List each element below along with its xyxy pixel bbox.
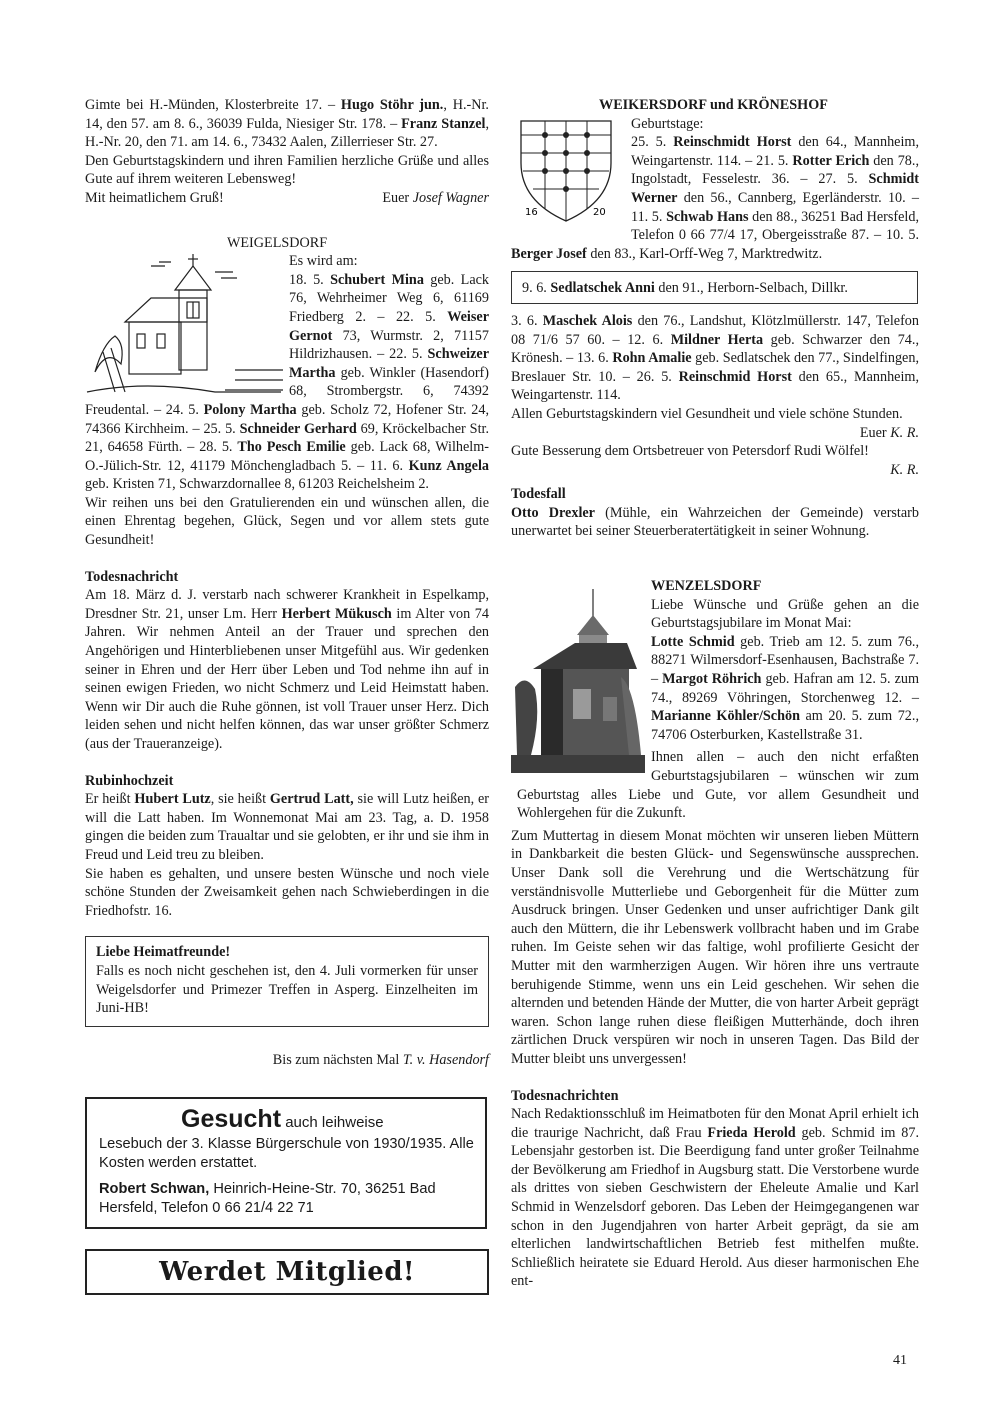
- right-column: [511, 96, 919, 1291]
- weikersdorf-birthdays: Geburtstage: 25. 5. Reinschmidt Horst den 64., Mannheim, Weingartenstr. 114. – 21. 5. Rotter Erich den 78., Ingolstadt, Fesselestr. 36. – 27. 5. Schmidt Werner den 56., Cannberg, Egerländerstr. 10. – 11. 5. Schwab Hans den 88., 36251 Bad Hersfeld, Telefon 0 66 77/4 17, Obergeisstraße 87. – 10. 5. Berger Josef den 83., Karl-Orff-Weg 7, Marktredwitz.: [511, 115, 920, 262]
- gesucht-title: Gesucht: [181, 1105, 282, 1134]
- heimatfreunde-box: [85, 936, 489, 1026]
- chapel-photo: [511, 577, 645, 773]
- wenzelsdorf-wish: Ihnen allen – auch den nicht erfaßten Geburtstagsjubilaren – wünschen wir zum Geburtstag alles Liebe und Gute, vor allem Gesundheit und Wohlergehen für die Zukunft.: [517, 749, 919, 822]
- gesucht-contact: Robert Schwan, Heinrich-Heine-Str. 70, 36251 Bad Hersfeld, Telefon 0 66 21/4 22 71: [99, 1181, 436, 1216]
- todesfall-section: [511, 485, 919, 541]
- todesnachricht-section: [85, 568, 489, 754]
- sedlatschek-text: 9. 6. Sedlatschek Anni den 91., Herborn-Selbach, Dillkr.: [522, 280, 848, 297]
- weikersdorf-wish: Allen Geburtstagskindern viel Gesundheit und viele schöne Stunden.: [511, 405, 903, 422]
- intro-signature: Mit heimatlichem Gruß! Euer Josef Wagner: [85, 189, 489, 206]
- heimatfreunde-text: Falls es noch nicht geschehen ist, den 4. Juli vormerken für unser Weigelsdorfer und Primezer Treffen in Asperg. Einzelheiten im Juni-HB!: [96, 962, 478, 1017]
- mitglied-text: Werdet Mitglied!: [159, 1256, 415, 1287]
- todesfall-title: Todesfall: [511, 486, 566, 503]
- todesnachricht-title: Todesnachricht: [85, 568, 179, 585]
- gesucht-text: Lesebuch der 3. Klasse Bürgerschule von 1930/1935. Alle Kosten werden erstattet.: [99, 1136, 474, 1171]
- weikersdorf-more-birthdays: 3. 6. Maschek Alois den 76., Landshut, Klötzlmüllerstr. 147, Telefon 08 71/6 57 60. – 12. 6. Mildner Herta geb. Schwarzer den 74., Krönesh. – 13. 6. Rohn Amalie geb. Sedlatschek den 77., Sindelfingen, Breslauer Str. 10. – 26. 5. Reinschmid Horst den 65., Mannheim, Weingartenstr. 114.: [511, 312, 920, 404]
- wenzelsdorf-birthdays: Lotte Schmid geb. Trieb am 12. 5. zum 76., 88271 Wilmersdorf-Esenhausen, Bachstraße 7. – Margot Röhrich geb. Hafran am 12. 5. zum 74., 89269 Vöhringen, Storchenweg 12. – Marianne Köhler/Schön am 20. 5. zum 72., 74706 Osterburken, Kastellstraße 31.: [651, 633, 920, 743]
- wenzelsdorf-lead: Liebe Wünsche und Grüße gehen an die Geburtstagsjubilare im Monat Mai:: [651, 596, 919, 632]
- todesfall-text: Otto Drexler (Mühle, ein Wahrzeichen der Gemeinde) verstarb unerwartet bei seiner Steuerberatertätigkeit in seiner Wohnung.: [511, 504, 919, 540]
- todesnachrichten-text: Nach Redaktionsschluß im Heimatboten für den Monat April erhielt ich die traurige Nachricht, daß Frau Frieda Herold geb. Schmid im 87. Lebensjahr gestorben ist. Die Beerdigung fand unter großer Teilnahme der Bevölkerung am Friedhof in Augsburg statt. Die Verstorbene wurde als drittes von sieben Geschwistern der Eheleute Amalie und Karl Schmid in Wenzelsdorf geboren. Das Leben der Heimgegangenen war schon in den Jugendjahren von harter Arbeit geprägt, da sie am elterlichen landwirtschaftlichen Betrieb fest mithelfen mußte. Schließlich heiratete sie Eduard Herold. Aus dieser harmonischen Ehe ent-: [511, 1106, 919, 1290]
- weikersdorf-signature: Euer K. R.: [859, 424, 919, 441]
- todesnachrichten-title: Todesnachrichten: [511, 1087, 619, 1104]
- church-illustration: [85, 252, 285, 400]
- rubinhochzeit-title: Rubinhochzeit: [85, 772, 174, 789]
- weigelsdorf-wish: Wir reihen uns bei den Gratulierenden ein und wünschen allen, die einen Ehrentag begehen, Glück, Segen und vor allem stets gute Gesundheit!: [85, 494, 489, 549]
- rubinhochzeit-text: Er heißt Hubert Lutz, sie heißt Gertrud Latt, sie will Lutz heißen, er will die Latt haben. Im Wonnemonat Mai am 23. Tag, a. D. 1958 gingen die beiden zum Traualtar und sie gelobten, er ihr und sie ihm in Freud und Leid treu zu bleiben.: [85, 791, 489, 863]
- todesnachricht-text: Am 18. März d. J. verstarb nach schwerer Krankheit in Espelkamp, Dresdner Str. 21, unser Lm. Herr Herbert Mükusch im Alter von 74 Jahren. Wir nehmen Anteil an der Trauer und sprechen den Angehörigen und Hinterbliebenen unser Mitgefühl aus. Wir gedenken seiner in Ehren und der Herr über Leben und Tod nehme ihn auf in seinen ewigen Frieden, wo nicht Schmerz und Leid Heimstatt haben. Wenn wir Dir auch die Ruhe gönnen, ist voll Trauer unser Herz. Dich leiden sehen und nicht helfen können, das war unser größter Schmerz (aus der Traueranzeige).: [85, 587, 489, 752]
- weigelsdorf-title: WEIGELSDORF: [227, 234, 328, 251]
- left-column: [85, 96, 489, 1295]
- weigelsdorf-birthdays: Es wird am: 18. 5. Schubert Mina geb. Lack 76, Wehrheimer Weg 6, 61169 Friedberg 2. – 22. 5. Weiser Gernot 73, Wurmstr. 2, 71157 Hildrizhausen. – 22. 5. Schweizer Martha geb. Winkler (Hasendorf) 68, Strombergstr. 6, 74392 Freudental. – 24. 5. Polony Martha geb. Scholz 72, Hofener Str. 24, 74366 Kirchheim. – 25. 5. Schneider Gerhard 69, Kröckelbacher Str. 21, 64658 Fürth. – 28. 5. Tho Pesch Emilie geb. Lack 68, Wilhelm-O.-Jülich-Str. 12, 41179 Mönchengladbach 5. – 11. 6. Kunz Angela geb. Kristen 71, Schwarzdornallee 8, 61203 Reichelsheim 2.: [85, 253, 490, 493]
- wenzelsdorf-section: [511, 577, 919, 1068]
- page-number: 41: [893, 1353, 907, 1368]
- coat-year-left: 16: [525, 206, 538, 218]
- coat-of-arms-icon: [511, 115, 621, 227]
- gesucht-subtitle: auch leihweise: [281, 1114, 384, 1132]
- sedlatschek-box: [511, 271, 918, 304]
- closing-signature: Bis zum nächsten Mal T. v. Hasendorf: [272, 1051, 489, 1068]
- rubinhochzeit-text-2: Sie haben es gehalten, und unsere besten Wünsche und noch viele schöne Stunden der Zweisamkeit gehen nach Schwieberdingen in die Friedhofstr. 16.: [85, 865, 489, 919]
- muttertag-text: Zum Muttertag in diesem Monat möchten wir unseren lieben Müttern in Dankbarkeit die besten Glück- und Segenswünsche aussprechen. Unser Dank soll die Verehrung und die Wertschätzung für verständnisvolle Mutterliebe und Geborgenheit für die Mütter zum Ausdruck bringen. Unser Gedenken und unser aufrichtiger Dank gilt auch den Müttern, die ihr Lebenswerk vollbracht haben und im Grabe ruhen. Im Geiste sehen wir das faltige, wohl profilierte Gesicht der Mutter mit den warmherzigen Augen. Wir hören ihre uns vertraute beruhigende Stimme, wenn uns ein Leid geschehen. Wir sehen die alternden und betenden Hände der Mutter, die von harter Arbeit geprägt waren. Schon lange ruhen diese fleißigen Mutterhände, doch ihren zärtlichen Druck verspüren wir noch in unseren Tagen. Das Bild der Mutter bleibt uns unvergessen!: [511, 827, 919, 1067]
- weikersdorf-section: [511, 96, 919, 479]
- weikersdorf-title: WEIKERSDORF und KRÖNESHOF: [599, 97, 828, 113]
- get-well-signature: K. R.: [890, 461, 919, 478]
- wenzelsdorf-title: WENZELSDORF: [651, 578, 762, 595]
- gesucht-ad: [85, 1097, 487, 1229]
- intro-paragraph: Gimte bei H.-Münden, Klosterbreite 17. – Hugo Stöhr jun., H.-Nr. 14, den 57. am 8. 6., 36039 Fulda, Niesiger Str. 178. – Franz Stanzel, H.-Nr. 20, den 71. am 14. 6., 73432 Aalen, Zillerrieser Str. 27.: [85, 97, 489, 151]
- mitglied-banner: [85, 1249, 489, 1295]
- weigelsdorf-section: [85, 234, 489, 550]
- coat-year-right: 20: [593, 206, 606, 218]
- rubinhochzeit-section: [85, 772, 489, 921]
- intro-greeting: Den Geburtstagskindern und ihren Familien herzliche Grüße und alles Gute auf ihrem weiteren Lebensweg!: [85, 152, 489, 188]
- heimatfreunde-title: Liebe Heimatfreunde!: [96, 944, 231, 961]
- get-well-text: Gute Besserung dem Ortsbetreuer von Petersdorf Rudi Wölfel!: [511, 443, 869, 460]
- todesnachrichten-section: [511, 1087, 919, 1292]
